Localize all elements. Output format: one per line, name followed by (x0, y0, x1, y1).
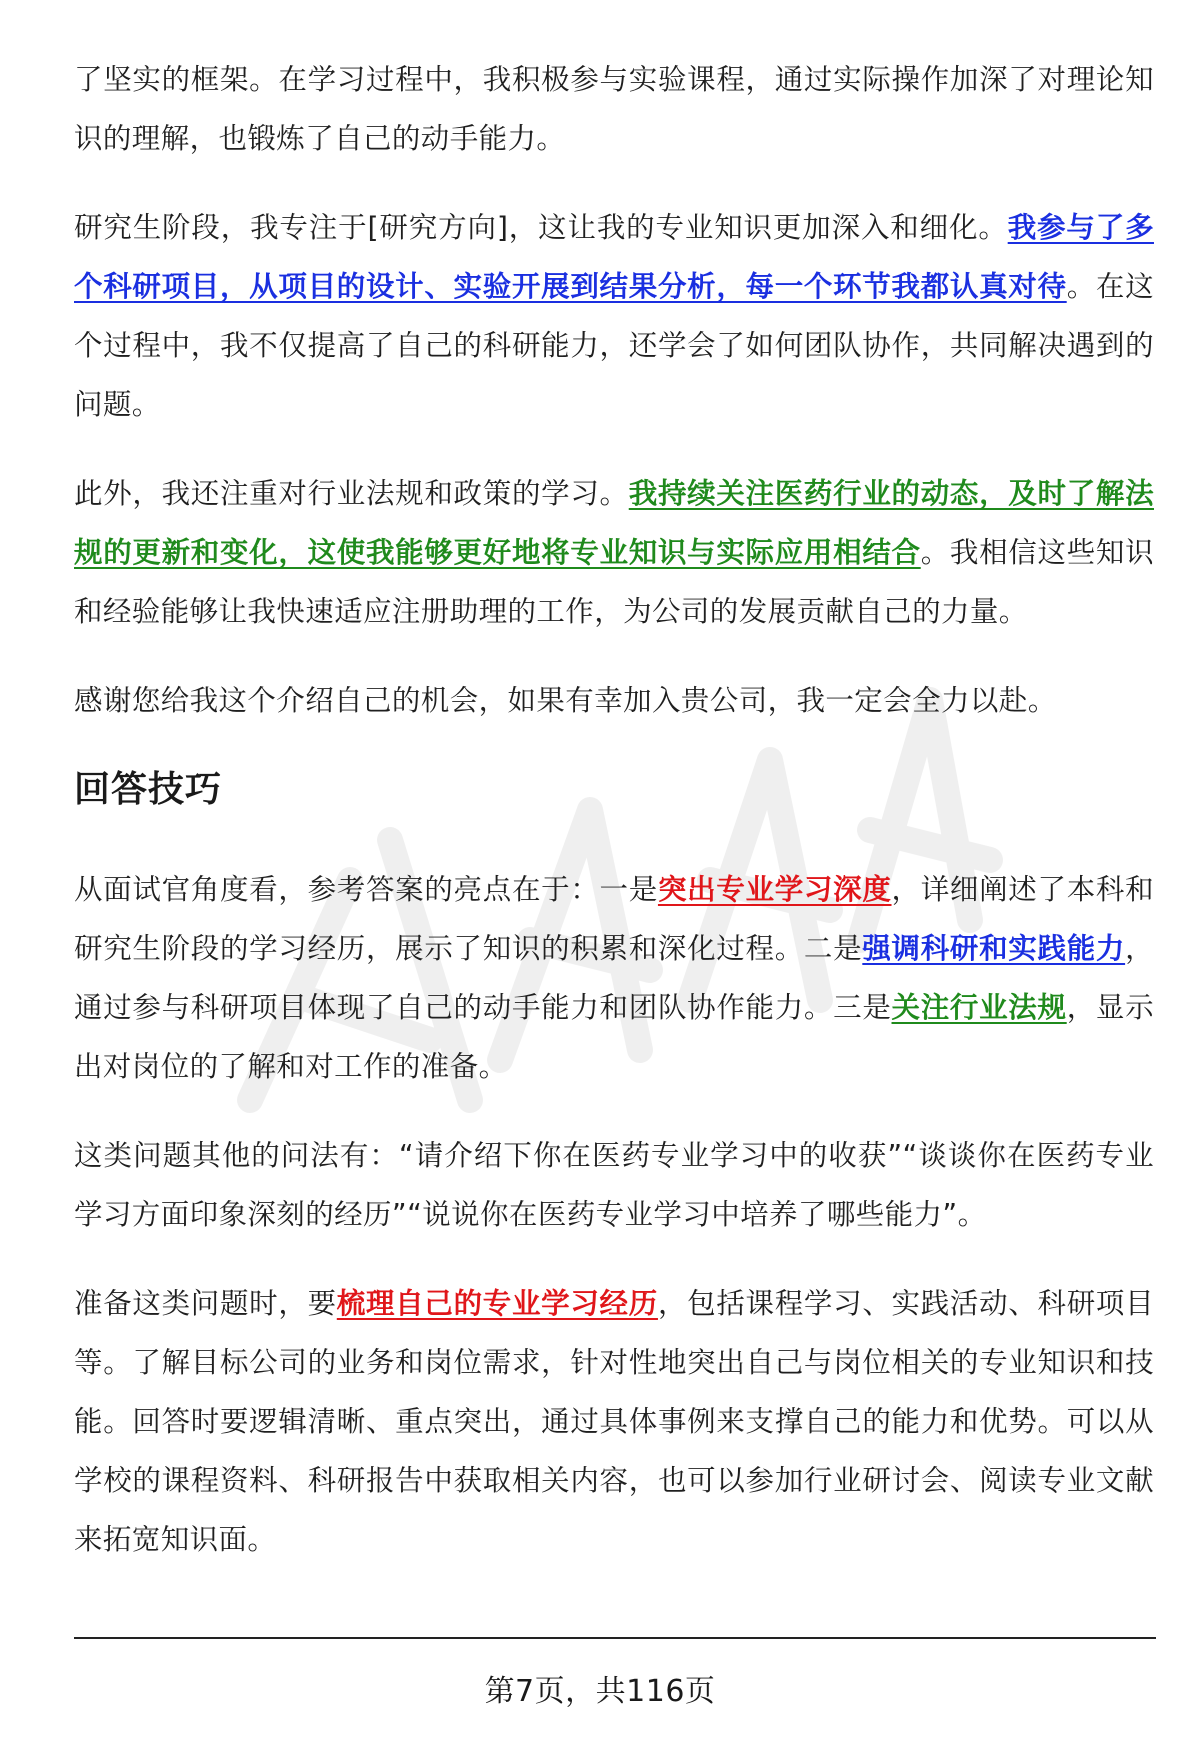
main-content (74, 50, 1154, 1599)
paragraph-text: 这类问题其他的问法有：“请介绍下你在医药专业学习中的收获”“谈谈你在医药专业学习方面印象深刻的经历”“说说你在医药专业学习中培养了哪些能力”。 (74, 1139, 1154, 1231)
paragraph-text: 了坚实的框架。在学习过程中，我积极参与实验课程，通过实际操作加深了对理论知识的理解，也锻炼了自己的动手能力。 (74, 63, 1154, 155)
paragraph-regulations (74, 464, 1154, 641)
paragraph-text: ，包括课程学习、实践活动、科研项目等。了解目标公司的业务和岗位需求，针对性地突出自己与岗位相关的专业知识和技能。回答时要逻辑清晰、重点突出，通过具体事例来支撑自己的能力和优势。可以从学校的课程资料、科研报告中获取相关内容，也可以参加行业研讨会、阅读专业文献来拓宽知识面。 (74, 1287, 1154, 1556)
paragraph-alternative-questions (74, 1126, 1154, 1244)
paragraph-text: ，显示出对岗位的了解和对工作的准备。 (74, 991, 1154, 1083)
paragraph-text: 准备这类问题时，要 (74, 1287, 337, 1320)
paragraph-continuation (74, 50, 1154, 168)
paragraph-interviewer-view (74, 860, 1154, 1096)
highlight-red: 梳理自己的专业学习经历 (336, 1287, 658, 1320)
page-number: 第7页，共116页 (484, 1674, 716, 1709)
paragraph-text: 。我相信这些知识和经验能够让我快速适应注册助理的工作，为公司的发展贡献自己的力量。 (74, 536, 1154, 628)
section-heading: 回答技巧 (74, 769, 223, 810)
paragraph-text: 感谢您给我这个介绍自己的机会，如果有幸加入贵公司，我一定会全力以赴。 (74, 684, 1057, 717)
highlight-blue: 强调科研和实践能力 (862, 932, 1126, 965)
highlight-green: 我持续关注医药行业的动态，及时了解法规的更新和变化，这使我能够更好地将专业知识与实际应用相结合 (74, 477, 1154, 569)
paragraph-text: 从面试官角度看，参考答案的亮点在于：一是 (74, 873, 658, 906)
paragraph-text: ，通过参与科研项目体现了自己的动手能力和团队协作能力。三是 (74, 932, 1154, 1024)
paragraph-text: ，详细阐述了本科和研究生阶段的学习经历，展示了知识的积累和深化过程。二是 (74, 873, 1154, 965)
paragraph-preparation (74, 1274, 1154, 1569)
paragraph-graduate-research (74, 198, 1154, 434)
highlight-red: 突出专业学习深度 (657, 873, 892, 906)
highlight-green: 关注行业法规 (891, 991, 1067, 1024)
paragraph-text: 研究生阶段，我专注于[研究方向]，这让我的专业知识更加深入和细化。 (74, 211, 1008, 244)
paragraph-text: 此外，我还注重对行业法规和政策的学习。 (74, 477, 629, 510)
footer-divider (74, 1637, 1156, 1639)
highlight-blue: 我参与了多个科研项目，从项目的设计、实验开展到结果分析，每一个环节我都认真对待 (74, 211, 1154, 303)
paragraph-text: 。在这个过程中，我不仅提高了自己的科研能力，还学会了如何团队协作，共同解决遇到的问题。 (74, 270, 1154, 421)
paragraph-thanks (74, 671, 1154, 730)
